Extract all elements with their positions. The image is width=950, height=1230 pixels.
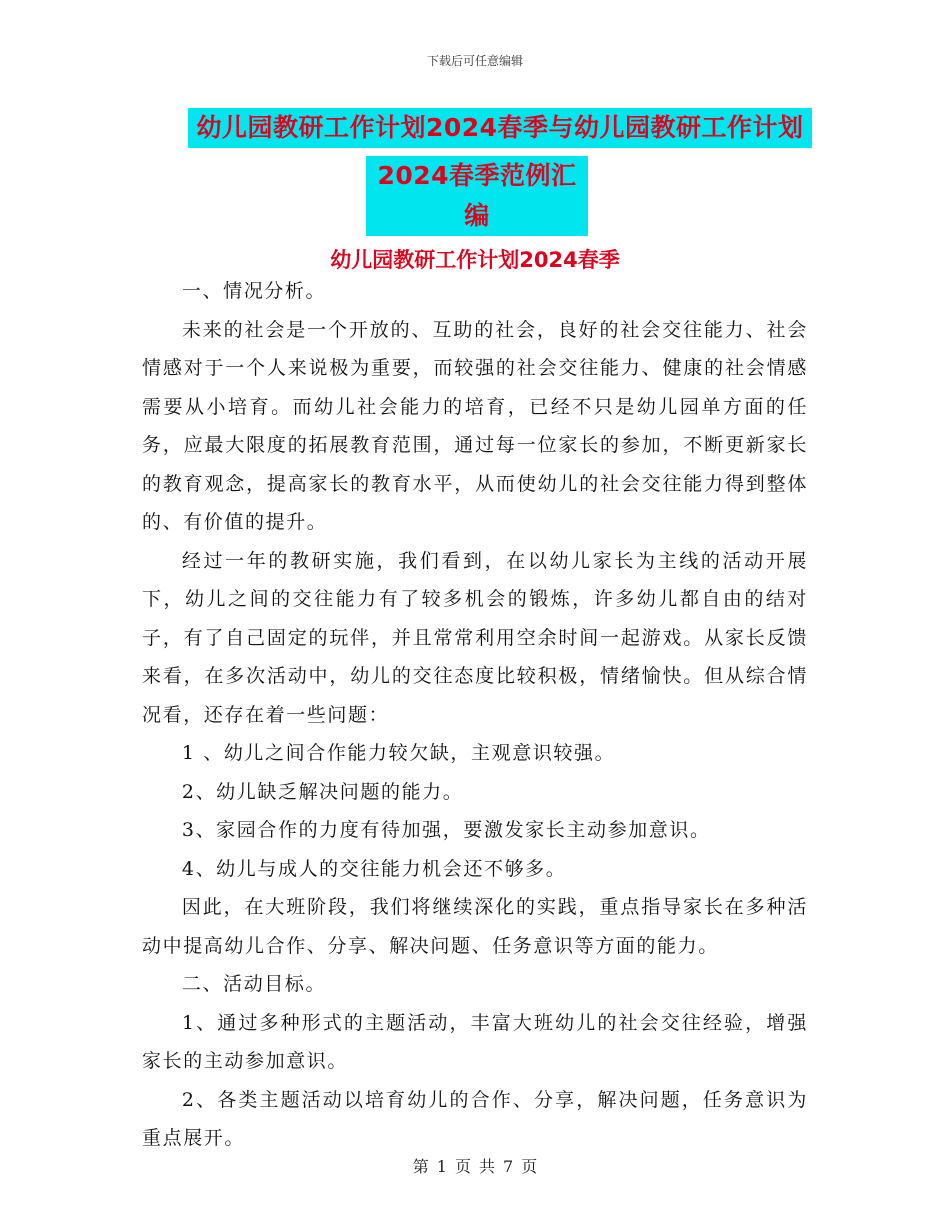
total-pages: 7 xyxy=(503,1157,514,1176)
section-title: 幼儿园教研工作计划2024春季 xyxy=(330,248,620,272)
list-item: 4、幼儿与成人的交往能力机会还不够多。 xyxy=(181,857,567,880)
document-body xyxy=(142,272,808,1158)
footer-page-unit: 页 xyxy=(454,1157,471,1176)
footer-total-prefix: 共 xyxy=(479,1157,496,1176)
paragraph: 经过一年的教研实施，我们看到，在以幼儿家长为主线的活动开展下，幼儿之间的交往能力有了较多机会的锻炼，许多幼儿都自由的结对子，有了自己固定的玩伴，并且常常利用空余时间一起游戏。从家长反馈来看，在多次活动中，幼儿的交往态度比较积极，情绪愉快。但从综合情况看，还存在着一些问题： xyxy=(142,549,808,726)
title-line-2: 2024春季范例汇编 xyxy=(366,156,588,236)
header-note: 下载后可任意编辑 xyxy=(426,54,523,68)
page-number: 1 xyxy=(436,1157,447,1176)
list-item: 1 、幼儿之间合作能力较欠缺，主观意识较强。 xyxy=(181,742,616,764)
footer-prefix: 第 xyxy=(412,1157,429,1176)
page-footer xyxy=(0,1154,950,1177)
list-item: 2、幼儿缺乏解决问题的能力。 xyxy=(181,780,464,803)
paragraph: 因此，在大班阶段，我们将继续深化的实践，重点指导家长在多种活动中提高幼儿合作、分享、解决问题、任务意识等方面的能力。 xyxy=(142,896,808,957)
paragraph: 未来的社会是一个开放的、互助的社会，良好的社会交往能力、社会情感对于一个人来说极为重要，而较强的社会交往能力、健康的社会情感需要从小培育。而幼儿社会能力的培育，已经不只是幼儿园单方面的任务，应最大限度的拓展教育范围，通过每一位家长的参加，不断更新家长的教育观念，提高家长的教育水平，从而使幼儿的社会交往能力得到整体的、有价值的提升。 xyxy=(142,318,808,533)
list-item: 2、各类主题活动以培育幼儿的合作、分享，解决问题，任务意识为重点展开。 xyxy=(142,1088,808,1149)
title-line-1: 幼儿园教研工作计划2024春季与幼儿园教研工作计划 xyxy=(188,108,812,148)
list-item: 3、家园合作的力度有待加强，要激发家长主动参加意识。 xyxy=(181,819,711,841)
list-item: 1、通过多种形式的主题活动，丰富大班幼儿的社会交往经验，增强家长的主动参加意识。 xyxy=(142,1011,808,1072)
footer-total-unit: 页 xyxy=(521,1157,538,1176)
heading-activity-goals: 二、活动目标。 xyxy=(181,973,327,995)
heading-situation-analysis: 一、情况分析。 xyxy=(181,280,327,302)
